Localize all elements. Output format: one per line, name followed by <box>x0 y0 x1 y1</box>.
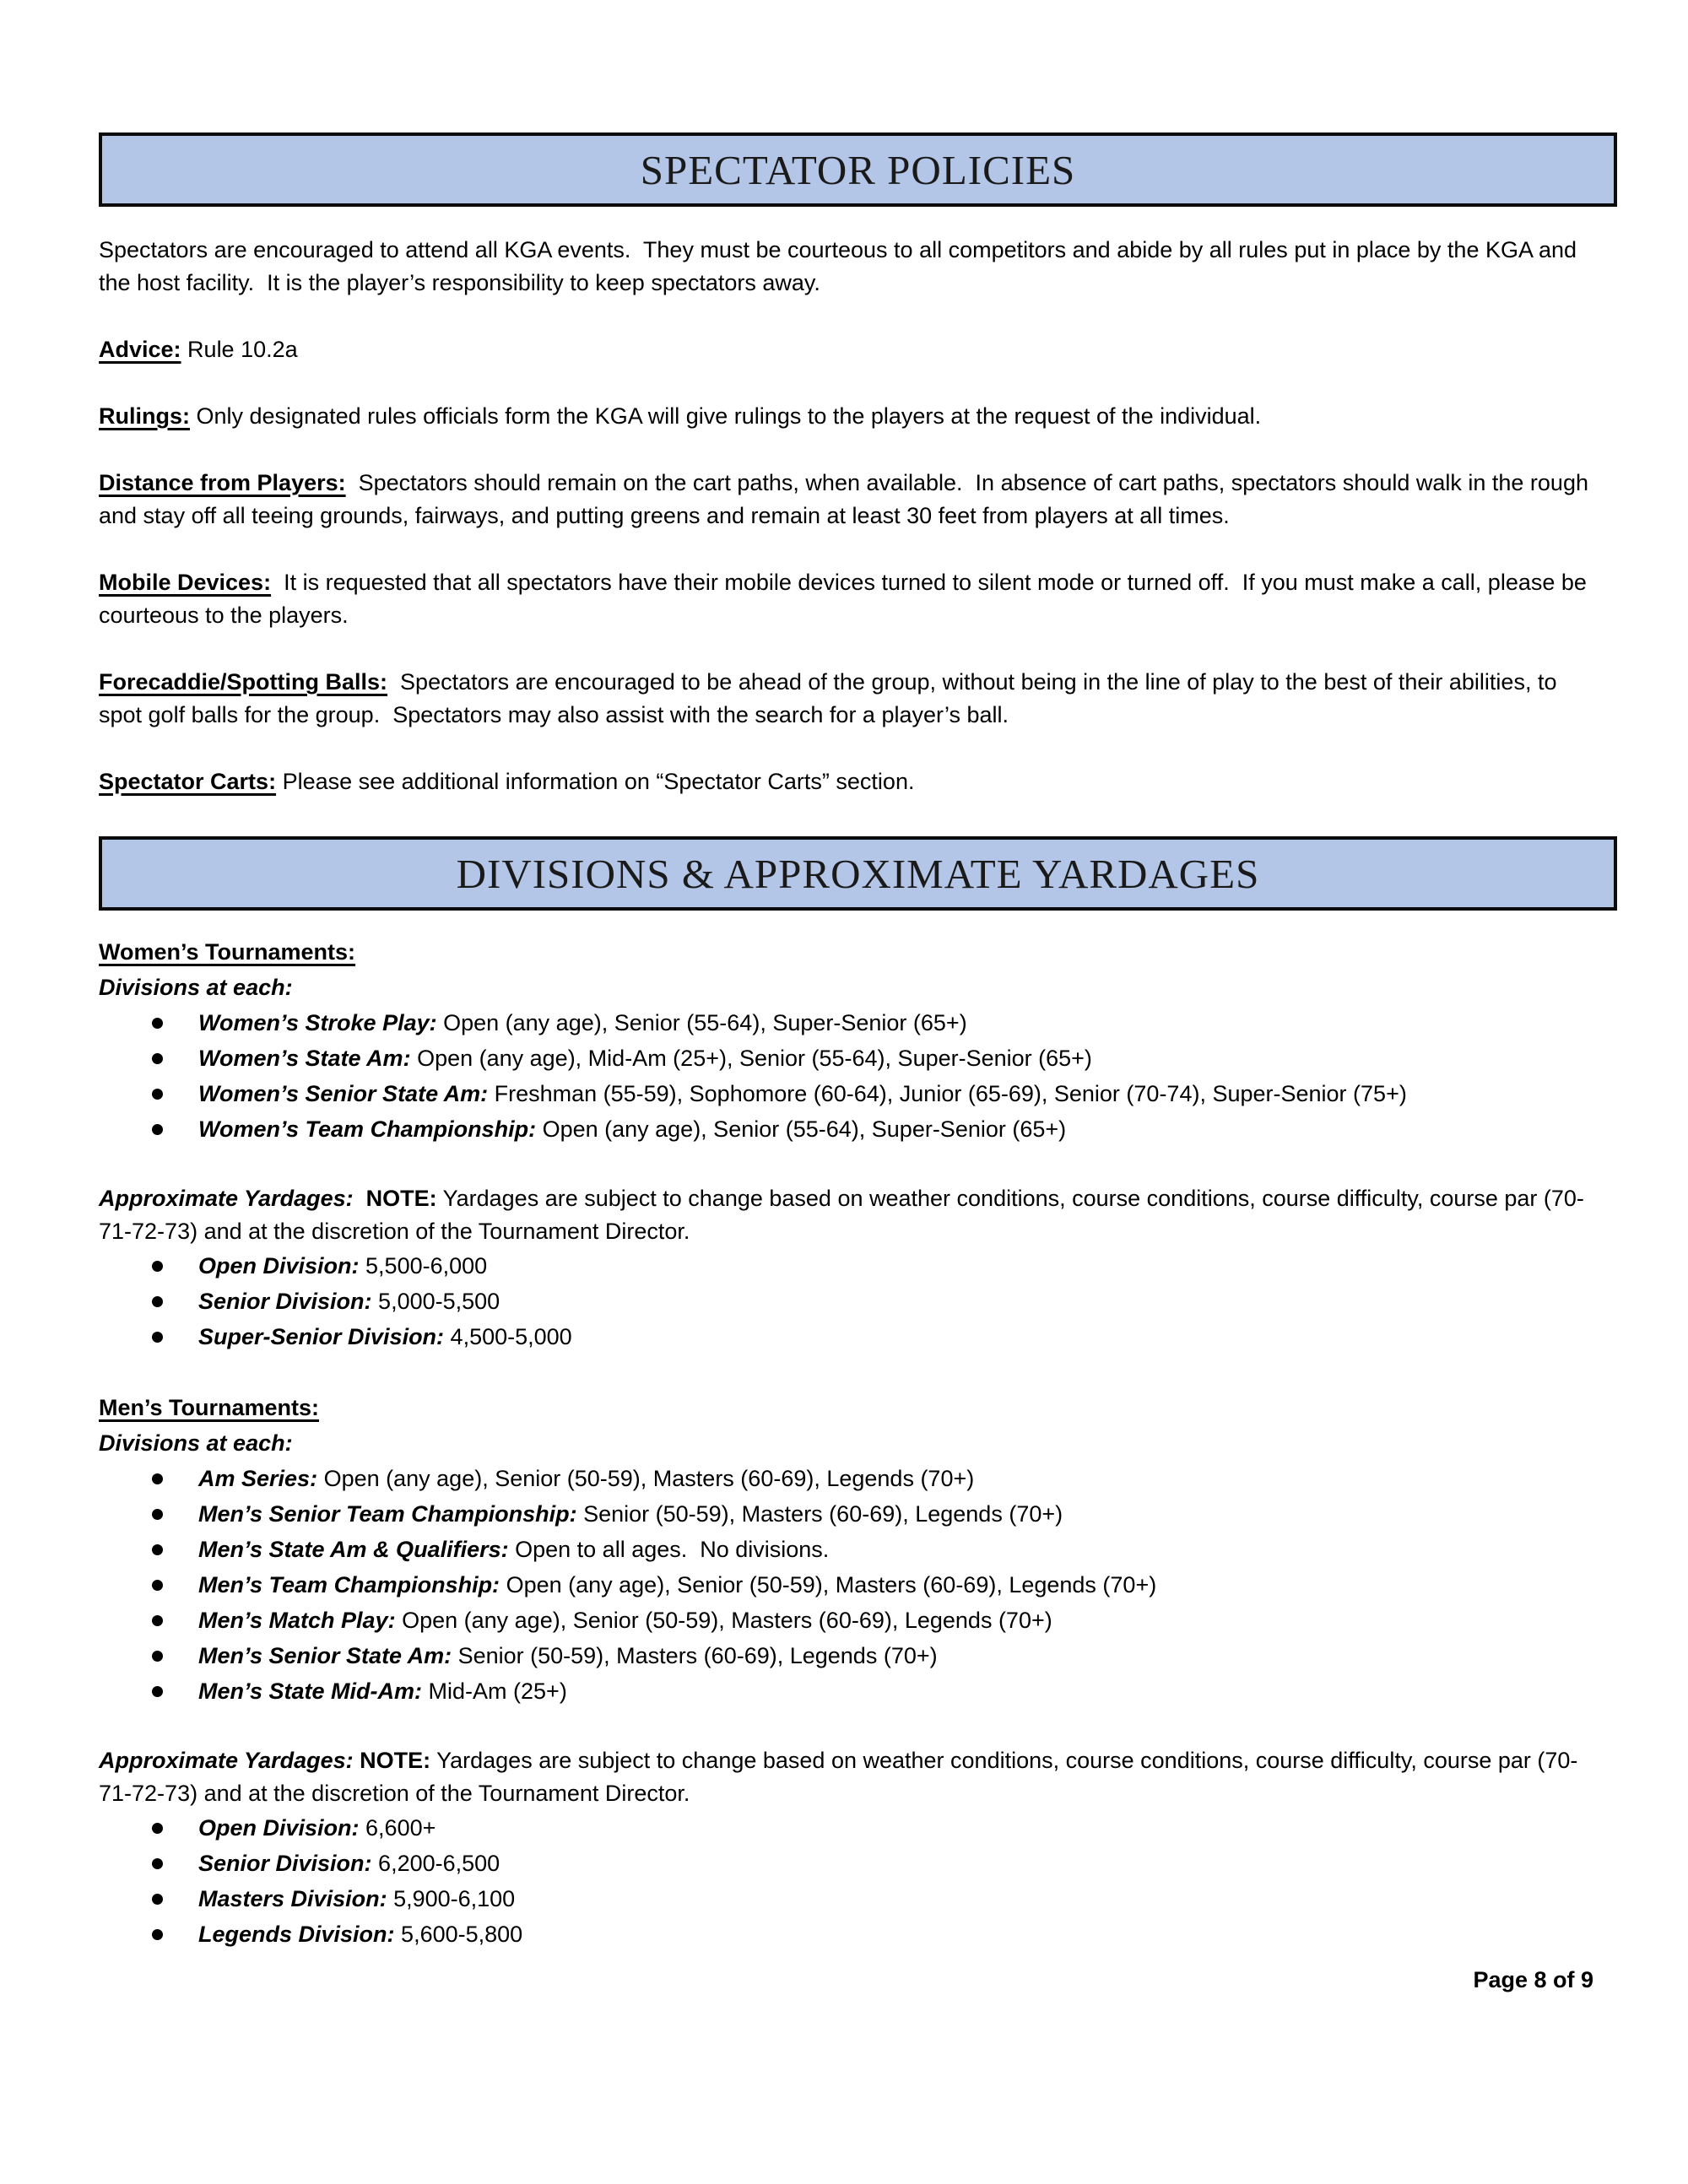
item-label: Men’s Team Championship: <box>198 1572 500 1597</box>
item-label: Masters Division: <box>198 1886 387 1911</box>
item-label: Women’s Senior State Am: <box>198 1081 489 1106</box>
mens-divisions-list <box>99 1461 1593 1709</box>
item-label: Open Division: <box>198 1815 360 1841</box>
policy-paragraph-spectator-carts <box>99 765 1593 798</box>
list-item <box>99 1005 1593 1041</box>
list-item <box>99 1076 1593 1111</box>
section-banner-divisions-yardages <box>99 836 1617 911</box>
item-label: Legends Division: <box>198 1922 395 1947</box>
item-label: Women’s Stroke Play: <box>198 1010 437 1035</box>
item-text: Open (any age), Senior (50-59), Masters (60-69), Legends (70+) <box>395 1608 1052 1633</box>
item-text: Open (any age), Senior (50-59), Masters (60-69), Legends (70+) <box>500 1572 1157 1597</box>
policy-paragraph-advice <box>99 333 1593 366</box>
womens-tournaments-heading: Women’s Tournaments: <box>99 939 356 965</box>
item-text: Open (any age), Senior (55-64), Super-Senior (65+) <box>436 1010 967 1035</box>
item-text: Open (any age), Mid-Am (25+), Senior (55-64), Super-Senior (65+) <box>410 1046 1092 1071</box>
list-item <box>99 1532 1593 1567</box>
policy-label: Mobile Devices: <box>99 570 272 595</box>
note-text: Yardages are subject to change based on weather conditions, course conditions, course difficulty, course par (70-71-72-73) and at the discretion of the Tournament Director. <box>99 1748 1578 1806</box>
note-label: NOTE: <box>353 1748 431 1773</box>
list-item <box>99 1567 1593 1603</box>
list-item <box>99 1496 1593 1532</box>
policy-text: Only designated rules officials form the KGA will give rulings to the players at the request of the individual. <box>190 403 1262 429</box>
list-item <box>99 1673 1593 1709</box>
item-label: Women’s State Am: <box>198 1046 411 1071</box>
item-text: 4,500-5,000 <box>444 1324 572 1349</box>
list-item <box>99 1916 1593 1952</box>
policy-text: It is requested that all spectators have their mobile devices turned to silent mode or turned off. If you must make a call, please be courteous to the players. <box>99 570 1593 628</box>
mens-divisions-subheading: Divisions at each: <box>99 1430 293 1456</box>
banner-title: SPECTATOR POLICIES <box>640 146 1076 193</box>
item-text: Senior (50-59), Masters (60-69), Legends (70+) <box>576 1501 1063 1527</box>
list-item <box>99 1248 1593 1284</box>
item-label: Open Division: <box>198 1253 360 1279</box>
item-text: 5,000-5,500 <box>371 1289 500 1314</box>
item-text: 6,200-6,500 <box>371 1851 500 1876</box>
policy-label: Rulings: <box>99 403 190 429</box>
list-item <box>99 1846 1593 1881</box>
yardage-note-label: Approximate Yardages: <box>99 1748 354 1773</box>
item-text: 5,900-6,100 <box>387 1886 516 1911</box>
mens-tournaments-heading: Men’s Tournaments: <box>99 1395 320 1420</box>
note-text: Yardages are subject to change based on weather conditions, course conditions, course difficulty, course par (70-71-72-73) and at the discretion of the Tournament Director. <box>99 1186 1584 1244</box>
policy-text: Rule 10.2a <box>181 337 298 362</box>
list-item <box>99 1638 1593 1673</box>
yardage-note-label: Approximate Yardages: <box>99 1186 354 1211</box>
note-label: NOTE: <box>353 1186 437 1211</box>
list-item <box>99 1461 1593 1496</box>
mens-yardages-list <box>99 1810 1593 1952</box>
womens-yardage-note <box>99 1182 1593 1248</box>
womens-yardages-list <box>99 1248 1593 1354</box>
item-label: Am Series: <box>198 1466 318 1491</box>
section-banner-spectator-policies <box>99 132 1617 207</box>
womens-divisions-list <box>99 1005 1593 1147</box>
item-text: Freshman (55-59), Sophomore (60-64), Junior (65-69), Senior (70-74), Super-Senior (75+) <box>488 1081 1407 1106</box>
item-label: Women’s Team Championship: <box>198 1116 537 1142</box>
intro-text: Spectators are encouraged to attend all KGA events. They must be courteous to all competitors and abide by all rules put in place by the KGA and the host facility. It is the player’s responsibility to keep spectators away. <box>99 237 1583 295</box>
list-item <box>99 1284 1593 1319</box>
item-label: Senior Division: <box>198 1289 372 1314</box>
item-text: Open to all ages. No divisions. <box>508 1537 830 1562</box>
policy-label: Advice: <box>99 337 181 362</box>
list-item <box>99 1319 1593 1354</box>
womens-divisions-subheading: Divisions at each: <box>99 975 293 1000</box>
banner-title: DIVISIONS & APPROXIMATE YARDAGES <box>456 850 1260 897</box>
item-text: Mid-Am (25+) <box>422 1679 567 1704</box>
intro-paragraph <box>99 234 1593 300</box>
page-number: Page 8 of 9 <box>1473 1967 1593 1992</box>
policy-text: Spectators are encouraged to be ahead of the group, without being in the line of play to the best of their abilities, to spot golf balls for the group. Spectators may also assist with the search for a player’s ball. <box>99 669 1563 727</box>
list-item <box>99 1041 1593 1076</box>
policy-paragraph-distance <box>99 467 1593 532</box>
item-label: Senior Division: <box>198 1851 372 1876</box>
policy-paragraph-mobile-devices <box>99 566 1593 632</box>
item-label: Men’s Senior Team Championship: <box>198 1501 577 1527</box>
item-label: Men’s Match Play: <box>198 1608 396 1633</box>
item-label: Men’s State Am & Qualifiers: <box>198 1537 509 1562</box>
item-label: Men’s State Mid-Am: <box>198 1679 423 1704</box>
list-item <box>99 1603 1593 1638</box>
policy-label: Distance from Players: <box>99 470 346 495</box>
item-text: Senior (50-59), Masters (60-69), Legends (70+) <box>452 1643 938 1668</box>
policy-label: Spectator Carts: <box>99 769 277 794</box>
list-item <box>99 1881 1593 1916</box>
item-text: Open (any age), Senior (50-59), Masters (60-69), Legends (70+) <box>317 1466 975 1491</box>
policy-paragraph-rulings <box>99 400 1593 433</box>
mens-yardage-note <box>99 1744 1593 1810</box>
list-item <box>99 1810 1593 1846</box>
item-label: Men’s Senior State Am: <box>198 1643 452 1668</box>
item-text: 5,500-6,000 <box>359 1253 488 1279</box>
policy-text: Please see additional information on “Spectator Carts” section. <box>276 769 915 794</box>
item-text: 5,600-5,800 <box>394 1922 523 1947</box>
item-text: Open (any age), Senior (55-64), Super-Senior (65+) <box>536 1116 1067 1142</box>
item-label: Super-Senior Division: <box>198 1324 445 1349</box>
policy-text: Spectators should remain on the cart paths, when available. In absence of cart paths, spectators should walk in the rough and stay off all teeing grounds, fairways, and putting greens and remain at least 30 feet from players at all times. <box>99 470 1595 528</box>
policy-paragraph-forecaddie <box>99 666 1593 732</box>
policy-label: Forecaddie/Spotting Balls: <box>99 669 388 695</box>
list-item <box>99 1111 1593 1147</box>
item-text: 6,600+ <box>359 1815 436 1841</box>
